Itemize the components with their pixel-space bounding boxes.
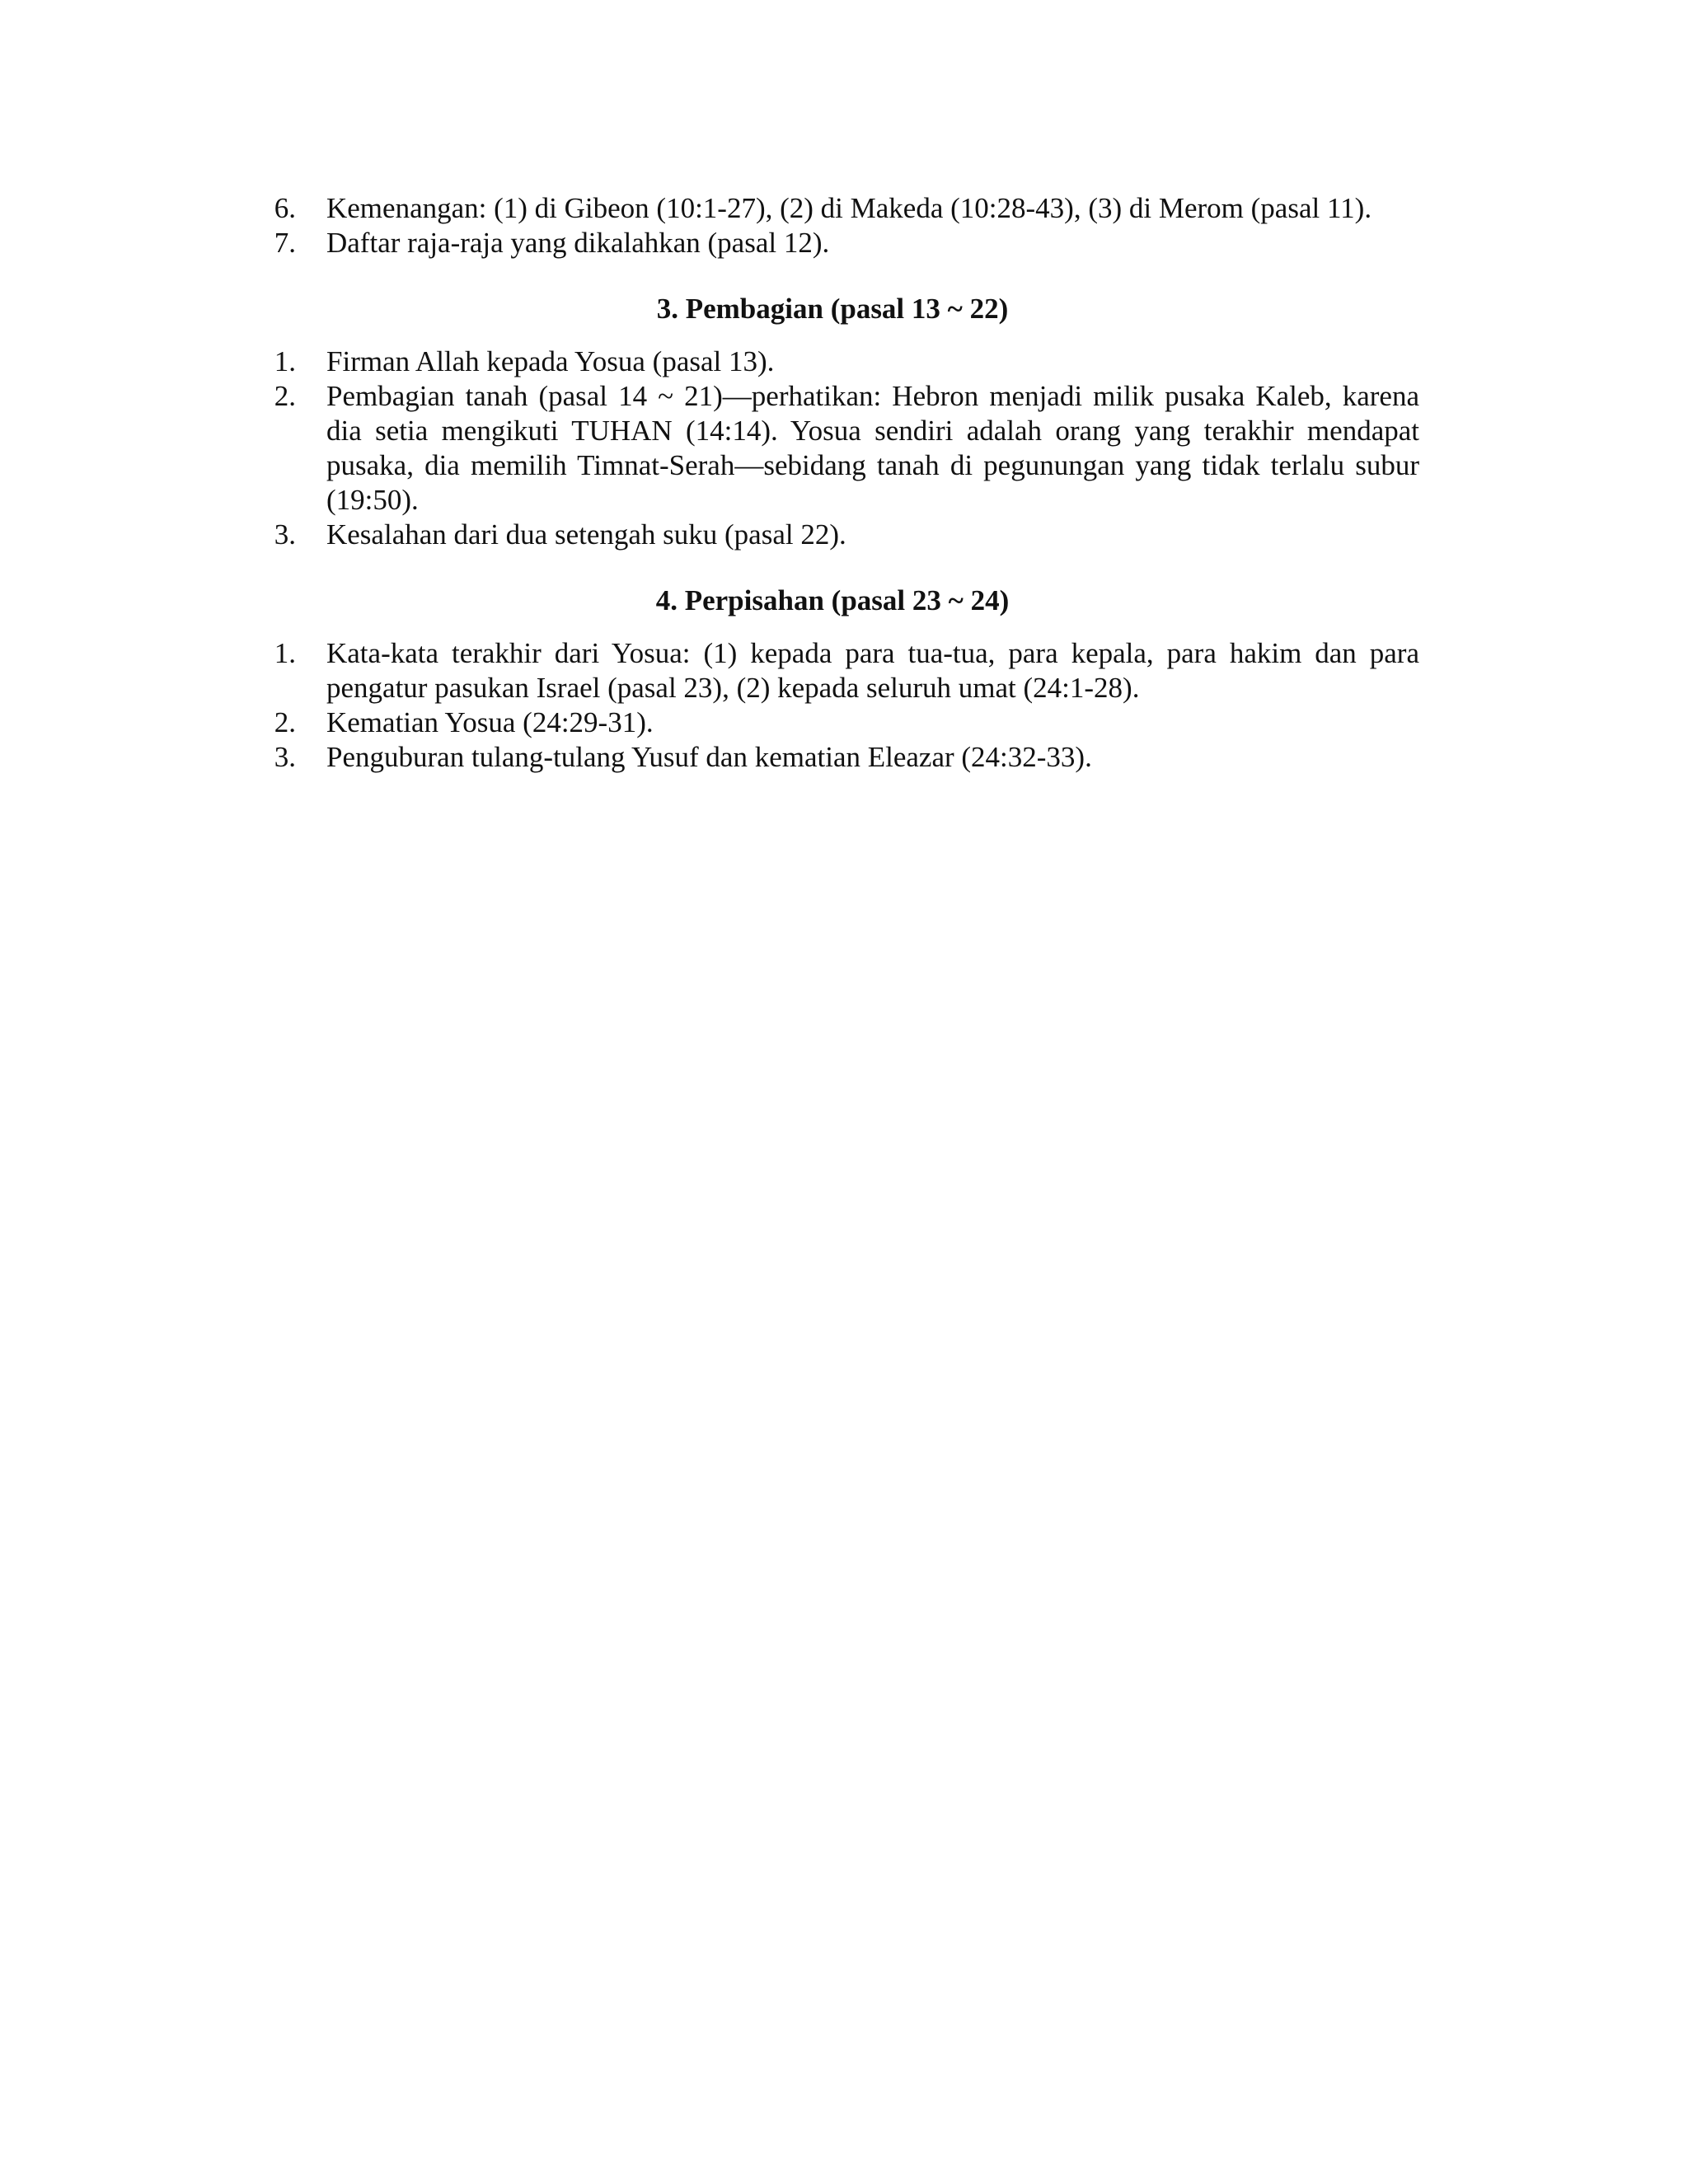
list-item-number: 2. (274, 706, 296, 738)
list-item-text: Kata-kata terakhir dari Yosua: (1) kepada para tua-tua, para kepala, para hakim dan para pengatur pasukan Israel (pasal 23), (2) kepada seluruh umat (24:1-28). (326, 637, 1419, 704)
section-heading-perpisahan: 4. Perpisahan (pasal 23 ~ 24) (655, 584, 1010, 616)
list-item-number: 6. (274, 192, 296, 224)
list-item-text: Penguburan tulang-tulang Yusuf dan kematian Eleazar (24:32-33). (326, 741, 1092, 773)
list-item (246, 518, 1419, 552)
list-item (246, 226, 1419, 260)
list-item-text: Kemenangan: (1) di Gibeon (10:1-27), (2) di Makeda (10:28-43), (3) di Merom (pasal 11). (326, 192, 1372, 224)
list-item (246, 705, 1419, 740)
list-item-number: 3. (274, 518, 296, 551)
list-item-number: 1. (274, 345, 296, 377)
list-item (246, 379, 1419, 518)
list-item-text: Kematian Yosua (24:29-31). (326, 706, 654, 738)
list-item (246, 740, 1419, 775)
list-continuation (246, 191, 1419, 260)
list-item-text: Kesalahan dari dua setengah suku (pasal 22). (326, 518, 846, 551)
list-item-number: 2. (274, 380, 296, 412)
list-item-text: Daftar raja-raja yang dikalahkan (pasal 12). (326, 227, 830, 259)
list-item-text: Pembagian tanah (pasal 14 ~ 21)—perhatikan: Hebron menjadi milik pusaka Kaleb, karena dia setia mengikuti TUHAN (14:14). Yosua sendiri adalah orang yang terakhir mendapat pusaka, dia memilih Timnat-Serah—sebidang tanah di pegunungan yang tidak terlalu subur (19:50). (326, 380, 1419, 516)
list-item-text: Firman Allah kepada Yosua (pasal 13). (326, 345, 775, 377)
list-item (246, 344, 1419, 379)
list-perpisahan (246, 636, 1419, 775)
section-heading-pembagian: 3. Pembagian (pasal 13 ~ 22) (656, 293, 1009, 325)
list-item (246, 636, 1419, 705)
list-pembagian (246, 344, 1419, 552)
list-item-number: 7. (274, 227, 296, 259)
document-content (246, 191, 1419, 775)
list-item-number: 3. (274, 741, 296, 773)
list-item-number: 1. (274, 637, 296, 669)
list-item (246, 191, 1419, 226)
